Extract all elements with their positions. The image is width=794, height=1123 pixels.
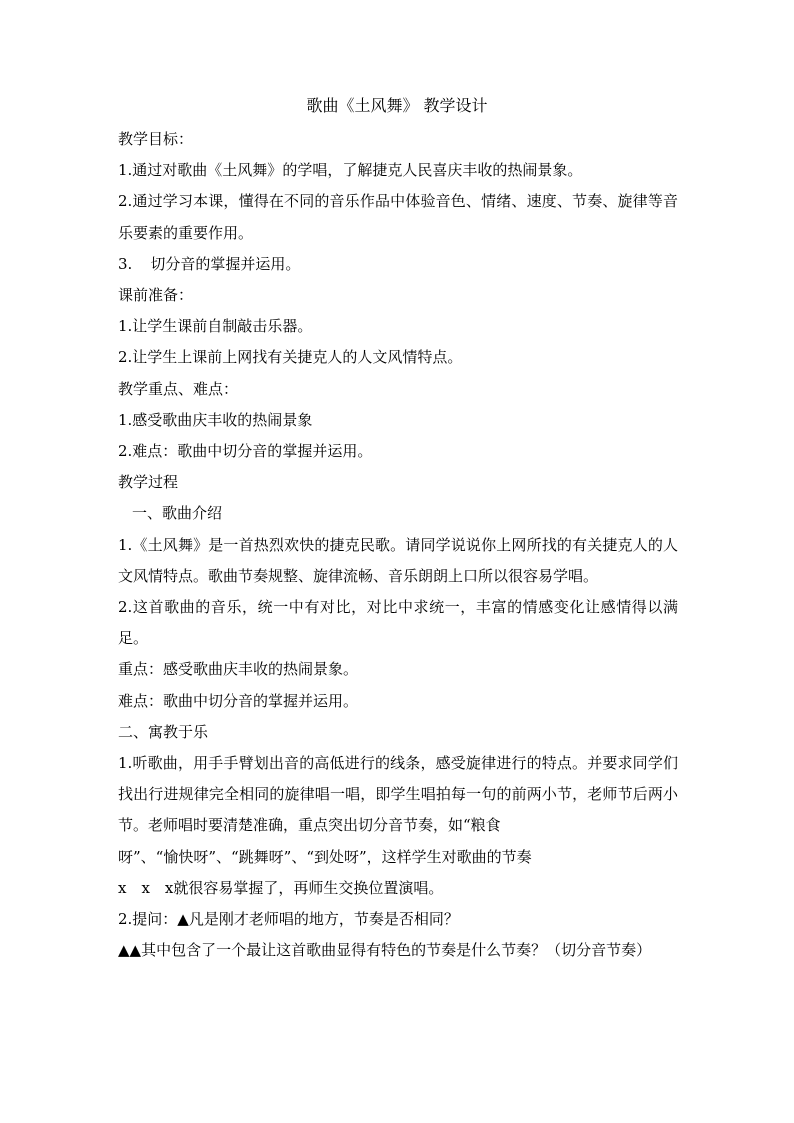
subheading-song-intro: 一、歌曲介绍	[132, 504, 223, 523]
key-point-2: 2.难点：歌曲中切分音的掌握并运用。	[118, 442, 373, 461]
activity-paragraph-1-cont: 呀”、“愉快呀”、“跳舞呀”、“到处呀”，这样学生对歌曲的节奏	[118, 847, 532, 866]
preparation-1: 1.让学生课前自制敲击乐器。	[118, 317, 313, 336]
objective-2: 2.通过学习本课，懂得在不同的音乐作品中体验音色、情绪、速度、节奏、旋律等音乐要素的重要作用。	[118, 192, 678, 242]
document-body	[118, 124, 678, 966]
rhythm-line	[118, 873, 678, 904]
document-title: 歌曲《土风舞》 教学设计	[306, 96, 488, 115]
rhythm-notation: x x x	[118, 878, 174, 897]
activity-paragraph-1: 1.听歌曲，用手手臂划出音的高低进行的线条，感受旋律进行的特点。并要求同学们找出行进规律完全相同的旋律唱一唱，即学生唱拍每一句的前两小节，老师节后两小节。老师唱时要清楚准确，重点突出切分音节奏，如“粮食	[118, 754, 678, 835]
section-heading-process: 教学过程	[118, 473, 179, 492]
section-heading-objectives: 教学目标：	[118, 130, 194, 148]
difficulty-line: 难点：歌曲中切分音的掌握并运用。	[118, 691, 359, 710]
section-heading-key-points: 教学重点、难点：	[118, 379, 239, 398]
question-2: ▲▲其中包含了一个最让这首歌曲显得有特色的节奏是什么节奏？（切分音节奏）	[118, 941, 652, 960]
subheading-teaching-through-fun: 二、寓教于乐	[118, 722, 209, 741]
objective-1: 1.通过对歌曲《土风舞》的学唱，了解捷克人民喜庆丰收的热闹景象。	[118, 161, 583, 180]
objective-3	[118, 249, 678, 280]
section-heading-preparation: 课前准备：	[118, 286, 194, 305]
question-1: 2.提问：▲凡是刚才老师唱的地方，节奏是否相同？	[118, 910, 459, 929]
focus-line: 重点：感受歌曲庆丰收的热闹景象。	[118, 660, 359, 679]
key-point-1: 1.感受歌曲庆丰收的热闹景象	[118, 410, 313, 429]
rhythm-line-text: 就很容易掌握了，再师生交换位置演唱。	[173, 878, 444, 897]
preparation-2: 2.让学生上课前上网找有关捷克人的人文风情特点。	[118, 348, 463, 367]
objective-3-number: 3.	[118, 254, 133, 273]
objective-3-text: 切分音的掌握并运用。	[150, 254, 301, 273]
intro-paragraph-2: 2.这首歌曲的音乐，统一中有对比，对比中求统一，丰富的情感变化让感情得以满足。	[118, 598, 678, 648]
intro-paragraph-1: 1.《土风舞》是一首热烈欢快的捷克民歌。请同学说说你上网所找的有关捷克人的人文风情特点。歌曲节奏规整、旋律流畅、音乐朗朗上口所以很容易学唱。	[118, 535, 678, 585]
